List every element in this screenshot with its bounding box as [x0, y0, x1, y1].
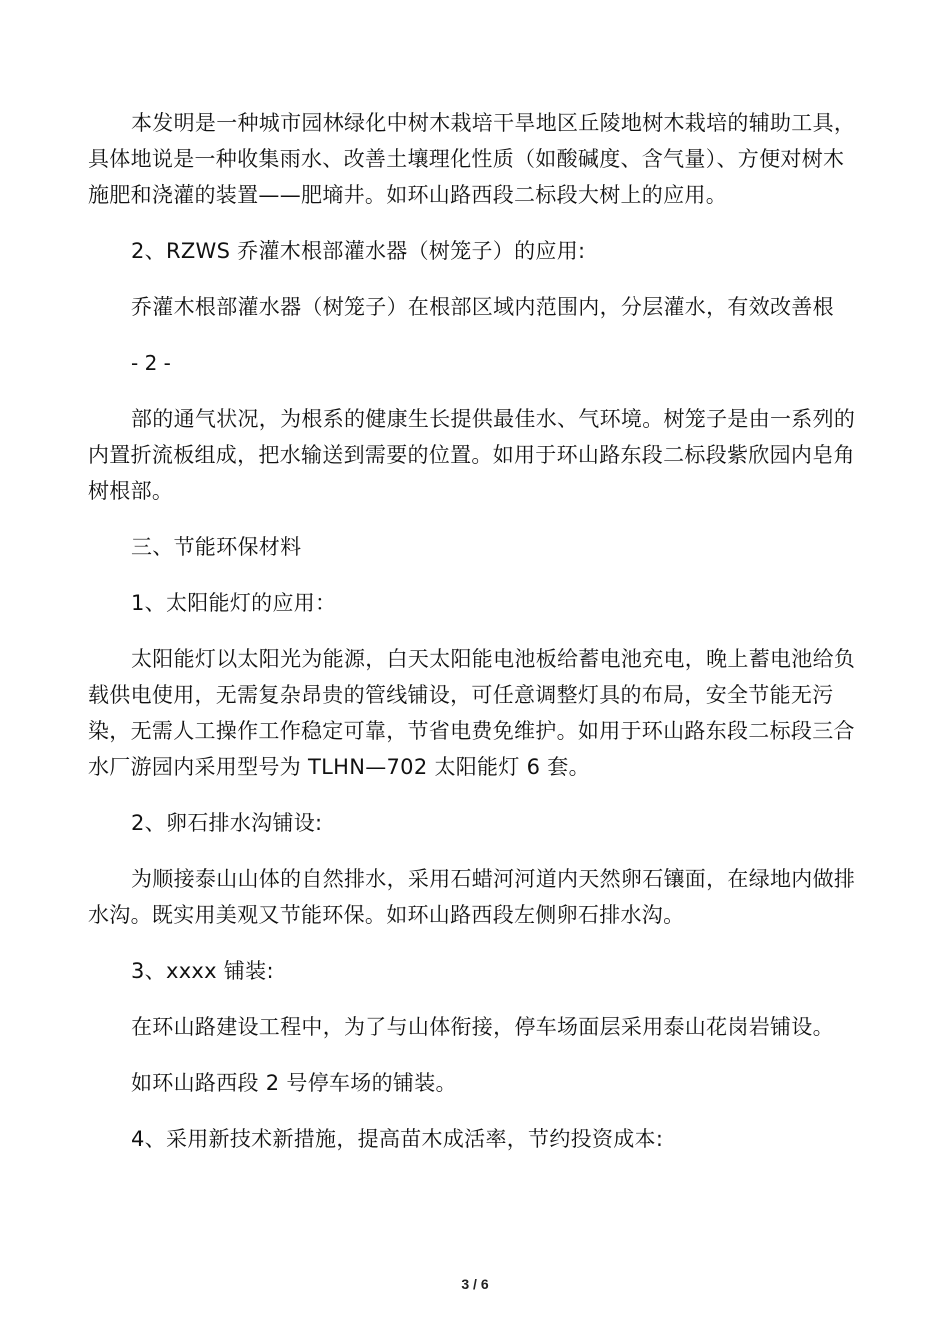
paragraph-parking-lot: 如环山路西段 2 号停车场的铺装。	[131, 1071, 457, 1095]
heading-new-technology: 4、采用新技术新措施，提高苗木成活率，节约投资成本:	[131, 1127, 664, 1151]
heading-paving: 3、xxxx 铺装:	[131, 959, 274, 983]
page-footer-number: 3 / 6	[461, 1276, 489, 1292]
document-body	[88, 105, 858, 1177]
paragraph-paving: 在环山路建设工程中，为了与山体衔接，停车场面层采用泰山花岗岩铺设。	[131, 1015, 834, 1039]
heading-solar-lamp: 1、太阳能灯的应用：	[131, 591, 337, 615]
heading-pebble-ditch: 2、卵石排水沟铺设:	[131, 811, 323, 835]
paragraph-tree-cage-part1: 乔灌木根部灌水器（树笼子）在根部区域内范围内，分层灌水，有效改善根	[131, 295, 834, 319]
inline-page-number: - 2 -	[131, 351, 171, 375]
paragraph-pebble-ditch: 为顺接泰山山体的自然排水，采用石蜡河河道内天然卵石镶面，在绿地内做排水沟。既实用美观又节能环保。如环山路西段左侧卵石排水沟。	[88, 867, 856, 927]
paragraph-solar-lamp: 太阳能灯以太阳光为能源，白天太阳能电池板给蓄电池充电，晚上蓄电池给负载供电使用，无需复杂昂贵的管线铺设，可任意调整灯具的布局，安全节能无污染，无需人工操作工作稳定可靠，节省电费免维护。如用于环山路东段二标段三合水厂游园内采用型号为 TLHN—702 太阳能灯 6 套。	[88, 647, 856, 779]
paragraph-fertilizer-well: 本发明是一种城市园林绿化中树木栽培干旱地区丘陵地树木栽培的辅助工具，具体地说是一种收集雨水、改善土壤理化性质（如酸碱度、含气量）、方便对树木施肥和浇灌的装置——肥墒井。如环山路西段二标段大树上的应用。	[88, 111, 856, 207]
heading-rzws-irrigator: 2、RZWS 乔灌木根部灌水器（树笼子）的应用:	[131, 239, 586, 263]
section-heading-energy-saving: 三、节能环保材料	[131, 535, 302, 559]
paragraph-tree-cage-part2: 部的通气状况，为根系的健康生长提供最佳水、气环境。树笼子是由一系列的内置折流板组成，把水输送到需要的位置。如用于环山路东段二标段紫欣园内皂角树根部。	[88, 407, 856, 503]
